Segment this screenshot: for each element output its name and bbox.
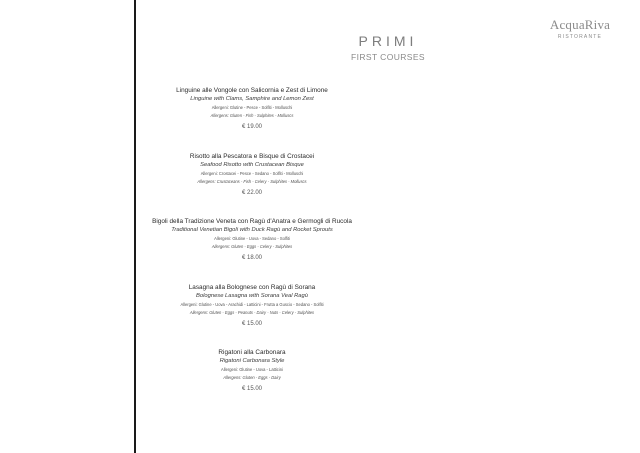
menu-item xyxy=(0,217,504,263)
allergens-italian: Allergeni: Glutine - Pesce - Solfiti - Molluschi xyxy=(211,105,293,110)
dish-name-english: Rigatoni Carbonara Style xyxy=(219,358,285,364)
section-title: PRIMI xyxy=(358,33,418,49)
allergens-english: Allergens: Gluten - Eggs - Dairy xyxy=(223,375,281,380)
dish-name-italian: Lasagna alla Bolognese con Ragù di Sorana xyxy=(188,284,316,291)
menu-page xyxy=(136,32,640,63)
dish-name-english: Bolognese Lasagna with Sorana Veal Ragù xyxy=(196,293,308,299)
menu-item xyxy=(0,283,504,329)
allergens-italian: Allergeni: Crostacei - Pesce - Sedano - Solfiti - Molluschi xyxy=(200,171,304,176)
dish-name-english: Traditional Venetian Bigoli with Duck Ragù and Rocket Sprouts xyxy=(171,227,333,233)
dish-price: € 15.00 xyxy=(241,321,263,327)
dish-name-english: Linguine with Clams, Samphire and Lemon Zest xyxy=(190,96,314,102)
allergens-english: Allergens: Gluten - Fish - Sulphites - Molluscs xyxy=(210,113,294,118)
dish-price: € 15.00 xyxy=(241,386,263,392)
allergens-english: Allergens: Gluten - Eggs - Peanuts - Dairy - Nuts - Celery - Sulphites xyxy=(189,310,315,315)
dish-name-english: Seafood Risotto with Crustacean Bisque xyxy=(200,162,304,168)
allergens-italian: Allergeni: Glutine - Uova - Sedano - Solfiti xyxy=(214,236,290,241)
dish-name-italian: Rigatoni alla Carbonara xyxy=(218,349,286,356)
menu-item xyxy=(0,152,504,198)
dish-name-italian: Risotto alla Pescatora e Bisque di Crostacei xyxy=(189,153,315,160)
allergens-italian: Allergeni: Glutine - Uova - Arachidi - Latticini - Frutta a Guscio - Sedano - Solfiti xyxy=(180,302,324,307)
menu-item xyxy=(0,86,504,132)
dish-price: € 19.00 xyxy=(241,124,263,130)
brand-subtitle: RISTORANTE xyxy=(557,34,603,40)
menu-item xyxy=(0,348,504,394)
allergens-italian: Allergeni: Glutine - Uova - Latticini xyxy=(221,367,283,372)
allergens-english: Allergens: Gluten - Eggs - Celery - Sulphites xyxy=(211,244,293,249)
dish-name-italian: Linguine alle Vongole con Salicornia e Zest di Limone xyxy=(176,87,328,94)
dish-price: € 22.00 xyxy=(241,190,263,196)
dish-price: € 18.00 xyxy=(241,255,263,261)
allergens-english: Allergens: Crustaceans - Fish - Celery - Sulphites - Molluscs xyxy=(197,179,307,184)
brand-name: AcquaRiva xyxy=(549,17,611,32)
section-subtitle: FIRST COURSES xyxy=(351,52,425,62)
dish-name-italian: Bigoli della Tradizione Veneta con Ragù d'Anatra e Germogli di Rucola xyxy=(152,218,352,225)
